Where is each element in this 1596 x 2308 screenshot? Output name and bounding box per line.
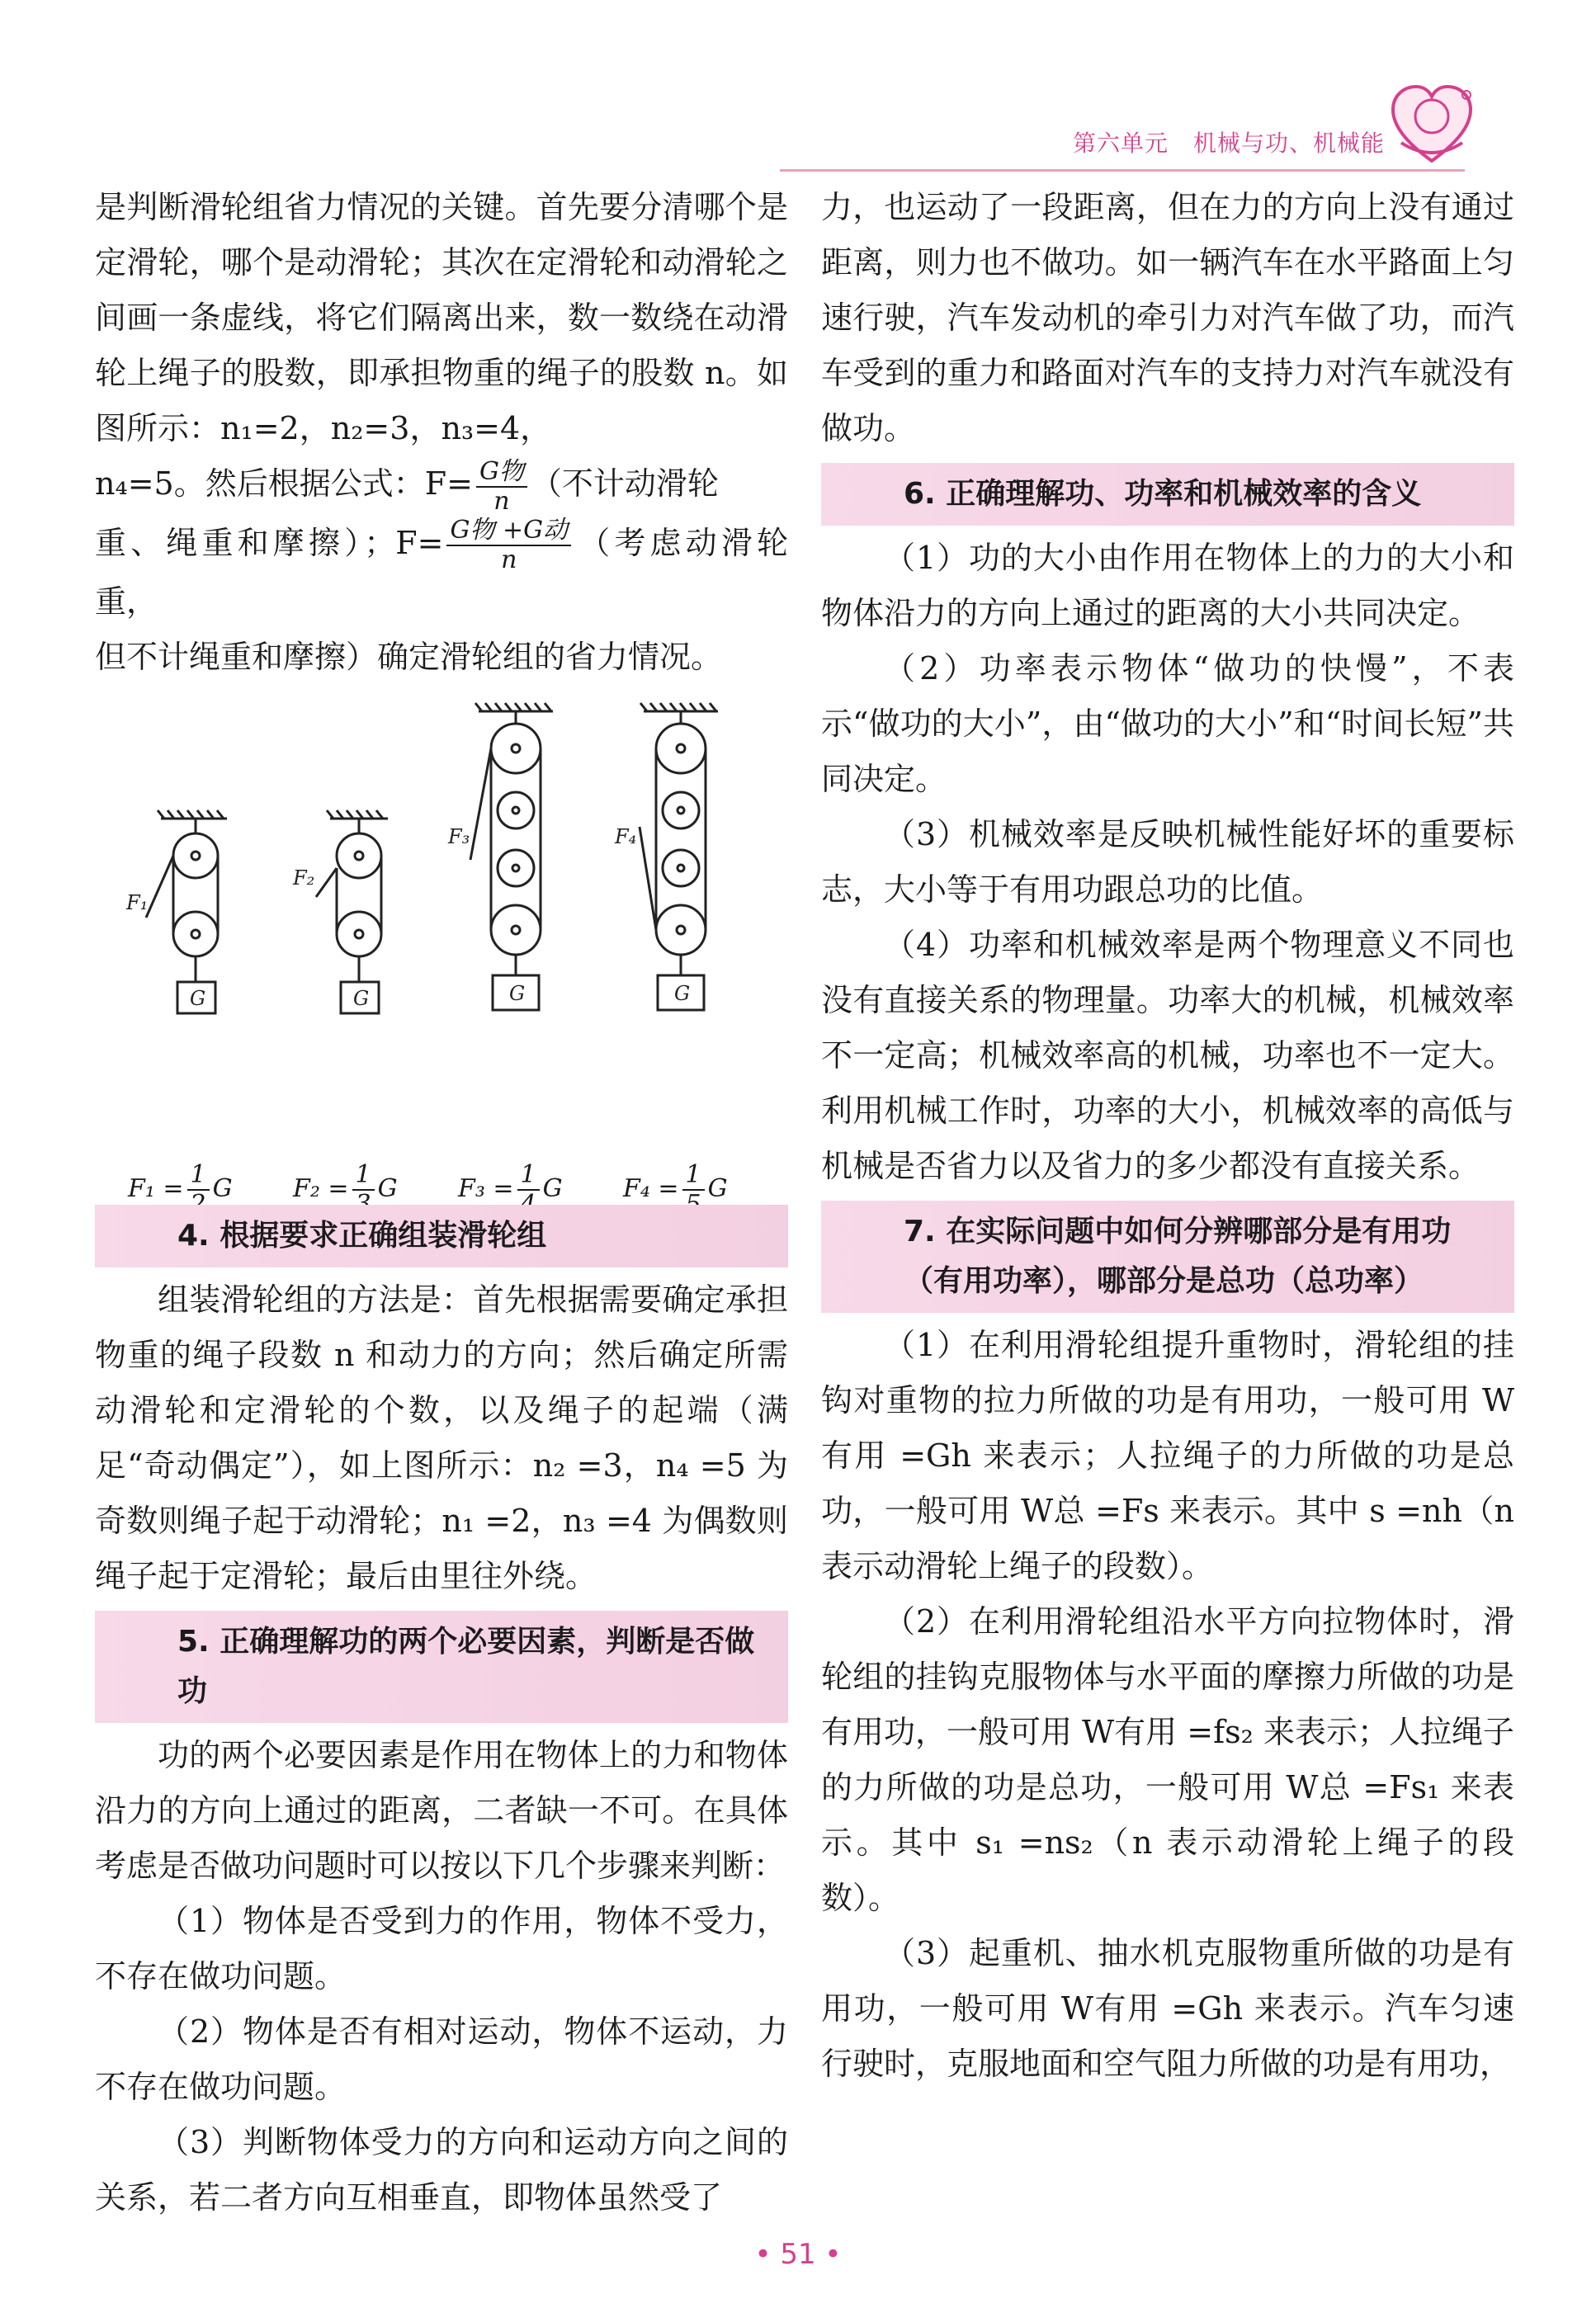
weight-label: G	[353, 987, 370, 1010]
formula-line-2: 重、绳重和摩擦）；F= $\frac{\text{G物 +G动}}{n}$ （考虑动滑轮重，	[95, 516, 788, 620]
running-header	[1073, 125, 1385, 158]
paragraph: 力，也运动了一段距离，但在力的方向上没有通过距离，则力也不做功。如一辆汽车在水平路面上匀速行驶，汽车发动机的牵引力对汽车做了功，而汽车受到的重力和路面对汽车的支持力对汽车就没有做功。	[821, 189, 1514, 446]
paragraph: （4）功率和机械效率是两个物理意义不同也没有直接关系的物理量。功率大的机械，机械效率不一定高；机械效率高的机械，功率也不一定大。利用机械工作时，功率的大小，机械效率的高低与机械是否省力以及省力的多少都没有直接关系。	[821, 927, 1514, 1184]
caption-3: F₃ = 1 G	[458, 1160, 563, 1203]
header-rule	[780, 169, 1465, 172]
paragraph: 组装滑轮组的方法是：首先根据需要确定承担物重的绳子段数 n 和动力的方向；然后确定所需动滑轮和定滑轮的个数，以及绳子的起端（满足“奇动偶定”），如上图所示：n₂ =3，n₄ =5 为奇数则绳子起于动滑轮；n₁ =2，n₃ =4 为偶数则绳子起于定滑轮；最后由里往外绕。	[95, 1281, 788, 1594]
caption-2: F₂ = 1 G	[293, 1160, 398, 1203]
section-heading-6: 6. 正确理解功、功率和机械效率的含义	[821, 463, 1514, 526]
paragraph: （1）功的大小由作用在物体上的力的大小和物体沿力的方向上通过的距离的大小共同决定。	[821, 540, 1514, 631]
weight-label: G	[674, 982, 691, 1005]
section-heading-5: 5. 正确理解功的两个必要因素，判断是否做功	[95, 1611, 788, 1723]
fraction: $\frac{\text{G物}}{n}$	[476, 458, 527, 516]
force-label: F₃	[448, 825, 470, 848]
section-heading-4: 4. 根据要求正确组装滑轮组	[95, 1205, 788, 1267]
right-column	[821, 180, 1514, 2092]
paragraph: （1）物体是否受到力的作用，物体不受力，不存在做功问题。	[95, 1903, 788, 1994]
left-column	[95, 180, 788, 2225]
chapter-title: 机械与功、机械能	[1193, 130, 1386, 157]
heart-badge-icon	[1386, 78, 1477, 169]
caption-1: F₁ = 1 G	[128, 1160, 233, 1203]
paragraph: （3）判断物体受力的方向和运动方向之间的关系，若二者方向互相垂直，即物体虽然受了	[95, 2124, 788, 2216]
paragraph: （2）功率表示物体“做功的快慢”，不表示“做功的大小”，由“做功的大小”和“时间长短”共同决定。	[821, 650, 1514, 797]
fraction: $\frac{\text{G物 +G动}}{n}$	[446, 517, 571, 574]
paragraph: 是判断滑轮组省力情况的关键。首先要分清哪个是定滑轮，哪个是动滑轮；其次在定滑轮和动滑轮之间画一条虚线，将它们隔离出来，数一数绕在动滑轮上绳子的股数，即承担物重的绳子的股数 n。如图所示：n₁=2，n₂=3，n₃=4，	[95, 189, 788, 446]
force-label: F₂	[293, 866, 315, 890]
force-label: F₄	[615, 825, 637, 848]
force-label: F₁	[126, 891, 149, 914]
page-number: • 51 •	[754, 2238, 842, 2271]
pulley-figure	[95, 695, 788, 1203]
weight-label: G	[190, 987, 206, 1010]
section-heading-7: 7. 在实际问题中如何分辨哪部分是有用功（有用功率），哪部分是总功（总功率）	[821, 1201, 1514, 1313]
unit-label: 第六单元	[1073, 130, 1169, 157]
weight-label: G	[509, 982, 526, 1005]
paragraph: 但不计绳重和摩擦）确定滑轮组的省力情况。	[95, 639, 723, 675]
pulley-diagrams	[95, 695, 788, 1157]
formula-line-1: n₄=5。然后根据公式：F= $\frac{\text{G物}}{n}$ （不计动滑轮	[95, 456, 719, 516]
paragraph: （3）机械效率是反映机械性能好坏的重要标志，大小等于有用功跟总功的比值。	[821, 816, 1514, 908]
paragraph: （1）在利用滑轮组提升重物时，滑轮组的挂钩对重物的拉力所做的功是有用功，一般可用 W有用 =Gh 来表示；人拉绳子的力所做的功是总功，一般可用 W总 =Fs 来表示。其中 s =nh（n 表示动滑轮上绳子的段数）。	[821, 1327, 1514, 1584]
caption-4: F₄ = 1 G	[623, 1160, 728, 1203]
paragraph: （2）在利用滑轮组沿水平方向拉物体时，滑轮组的挂钩克服物体与水平面的摩擦力所做的功是有用功，一般可用 W有用 =fs₂ 来表示；人拉绳子的力所做的功是总功，一般可用 W总 =Fs₁ 来表示。其中 s₁ =ns₂（n 表示动滑轮上绳子的段数）。	[821, 1603, 1514, 1916]
paragraph: 功的两个必要因素是作用在物体上的力和物体沿力的方向上通过的距离，二者缺一不可。在具体考虑是否做功问题时可以按以下几个步骤来判断：	[95, 1737, 788, 1884]
paragraph: （2）物体是否有相对运动，物体不运动，力不存在做功问题。	[95, 2013, 788, 2105]
paragraph: （3）起重机、抽水机克服物重所做的功是有用功，一般可用 W有用 =Gh 来表示。汽车匀速行驶时，克服地面和空气阻力所做的功是有用功，	[821, 1935, 1514, 2082]
